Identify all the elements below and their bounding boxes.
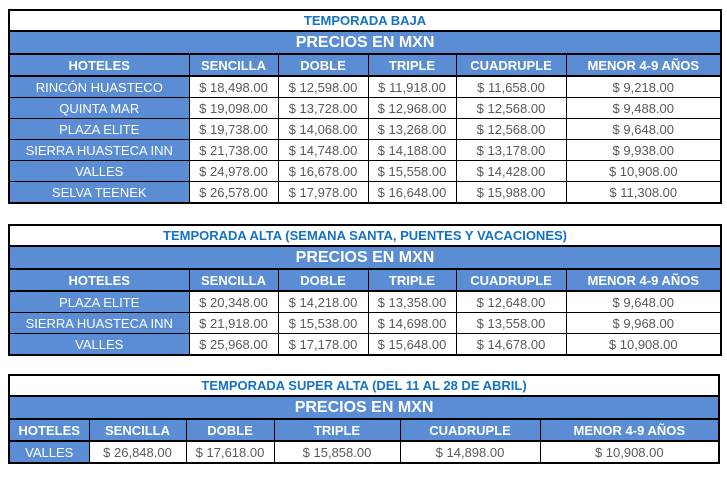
column-header-hoteles: HOTELES [9,269,189,291]
hotel-name-cell: SIERRA HUASTECA INN [9,140,189,161]
table-row [9,334,721,356]
price-cell: $ 21,738.00 [189,140,278,161]
column-header-sencilla: SENCILLA [189,269,278,291]
price-cell: $ 10,908.00 [540,441,719,463]
table-row [9,291,721,313]
column-header-cuadruple: CUADRUPLE [456,54,566,76]
column-header-hoteles: HOTELES [9,54,189,76]
price-cell: $ 9,488.00 [566,98,721,119]
price-cell: $ 15,558.00 [368,161,456,182]
table-row [9,161,721,182]
table-row [9,119,721,140]
hotel-name-cell: SELVA TEENEK [9,182,189,204]
prices-currency-banner: PRECIOS EN MXN [9,31,721,54]
price-cell: $ 14,698.00 [368,313,456,334]
price-cell: $ 13,268.00 [368,119,456,140]
hotel-name-cell: RINCÓN HUASTECO [9,76,189,98]
price-cell: $ 9,648.00 [566,119,721,140]
hotel-name-cell: VALLES [9,161,189,182]
price-cell: $ 13,178.00 [456,140,566,161]
hotel-name-cell: PLAZA ELITE [9,119,189,140]
table-row [9,140,721,161]
hotel-name-cell: VALLES [9,441,89,463]
table-row [9,98,721,119]
table-row [9,313,721,334]
column-header-triple: TRIPLE [274,419,400,441]
price-cell: $ 9,648.00 [566,291,721,313]
price-cell: $ 12,598.00 [278,76,368,98]
temporada-baja-table [8,9,722,204]
price-cell: $ 14,748.00 [278,140,368,161]
price-cell: $ 12,648.00 [456,291,566,313]
column-header-sencilla: SENCILLA [89,419,186,441]
price-cell: $ 14,068.00 [278,119,368,140]
column-header-doble: DOBLE [278,269,368,291]
price-cell: $ 17,978.00 [278,182,368,204]
price-cell: $ 15,538.00 [278,313,368,334]
price-cell: $ 18,498.00 [189,76,278,98]
column-header-menor: MENOR 4-9 AÑOS [566,54,721,76]
price-cell: $ 12,568.00 [456,98,566,119]
column-header-triple: TRIPLE [368,54,456,76]
column-header-hoteles: HOTELES [9,419,89,441]
price-cell: $ 15,858.00 [274,441,400,463]
season-title: TEMPORADA SUPER ALTA (DEL 11 AL 28 DE ABRIL) [9,375,719,396]
column-header-cuadruple: CUADRUPLE [400,419,540,441]
price-cell: $ 11,308.00 [566,182,721,204]
price-cell: $ 12,568.00 [456,119,566,140]
price-cell: $ 17,178.00 [278,334,368,356]
price-cell: $ 9,218.00 [566,76,721,98]
prices-currency-banner: PRECIOS EN MXN [9,246,721,269]
prices-currency-banner: PRECIOS EN MXN [9,396,719,419]
hotel-name-cell: SIERRA HUASTECA INN [9,313,189,334]
price-cell: $ 14,428.00 [456,161,566,182]
price-cell: $ 11,918.00 [368,76,456,98]
column-header-menor: MENOR 4-9 AÑOS [540,419,719,441]
price-cell: $ 19,738.00 [189,119,278,140]
column-header-doble: DOBLE [186,419,274,441]
price-cell: $ 15,648.00 [368,334,456,356]
price-cell: $ 14,678.00 [456,334,566,356]
price-cell: $ 9,968.00 [566,313,721,334]
season-title: TEMPORADA BAJA [9,10,721,31]
price-cell: $ 14,188.00 [368,140,456,161]
price-cell: $ 14,898.00 [400,441,540,463]
price-cell: $ 21,918.00 [189,313,278,334]
price-cell: $ 13,358.00 [368,291,456,313]
table-row [9,76,721,98]
price-cell: $ 17,618.00 [186,441,274,463]
price-cell: $ 11,658.00 [456,76,566,98]
season-title: TEMPORADA ALTA (SEMANA SANTA, PUENTES Y VACACIONES) [9,225,721,246]
price-cell: $ 19,098.00 [189,98,278,119]
price-cell: $ 10,908.00 [566,161,721,182]
hotel-name-cell: QUINTA MAR [9,98,189,119]
price-cell: $ 10,908.00 [566,334,721,356]
column-header-cuadruple: CUADRUPLE [456,269,566,291]
price-cell: $ 26,848.00 [89,441,186,463]
column-header-doble: DOBLE [278,54,368,76]
price-cell: $ 9,938.00 [566,140,721,161]
price-cell: $ 14,218.00 [278,291,368,313]
hotel-name-cell: PLAZA ELITE [9,291,189,313]
table-row [9,441,719,463]
price-cell: $ 25,968.00 [189,334,278,356]
hotel-name-cell: VALLES [9,334,189,356]
price-cell: $ 12,968.00 [368,98,456,119]
price-cell: $ 15,988.00 [456,182,566,204]
price-cell: $ 16,678.00 [278,161,368,182]
column-header-sencilla: SENCILLA [189,54,278,76]
price-cell: $ 16,648.00 [368,182,456,204]
temporada-super-alta-table [8,374,720,464]
column-header-triple: TRIPLE [368,269,456,291]
temporada-alta-table [8,224,722,356]
price-cell: $ 24,978.00 [189,161,278,182]
table-row [9,182,721,204]
price-cell: $ 26,578.00 [189,182,278,204]
price-cell: $ 20,348.00 [189,291,278,313]
column-header-menor: MENOR 4-9 AÑOS [566,269,721,291]
price-cell: $ 13,558.00 [456,313,566,334]
price-cell: $ 13,728.00 [278,98,368,119]
